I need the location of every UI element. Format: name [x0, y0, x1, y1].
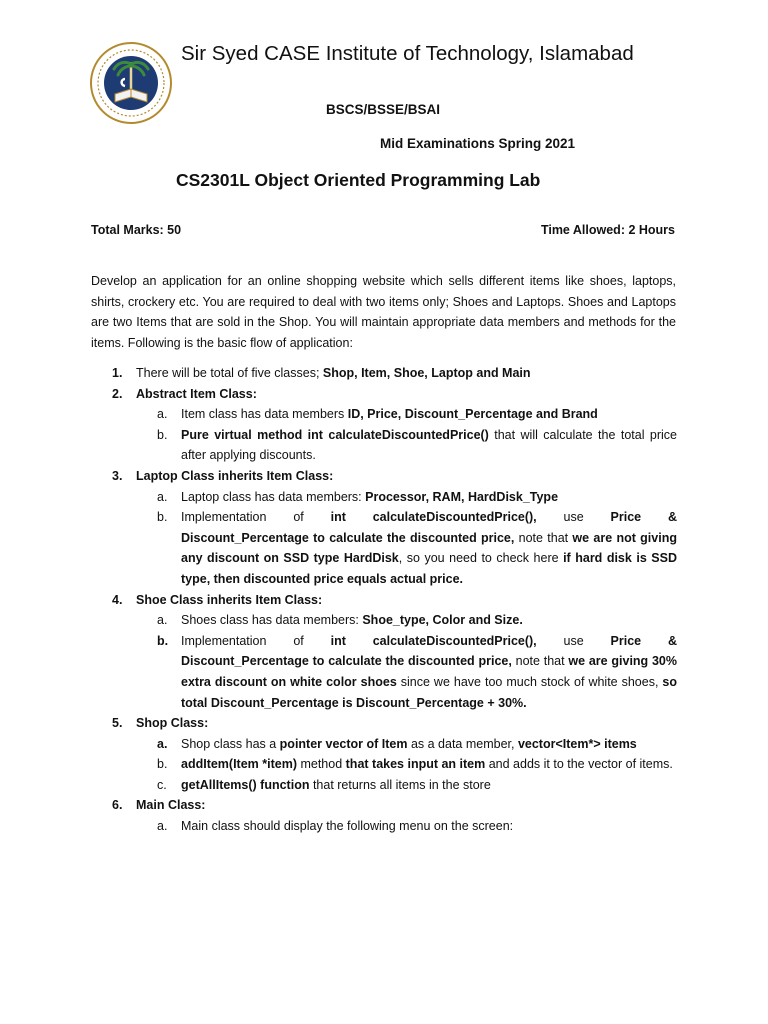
sub-text: Shoes class has data members:	[181, 613, 363, 628]
sub-letter: b.	[157, 427, 168, 442]
sub-letter: a.	[157, 736, 168, 751]
item-number: 1.	[112, 366, 123, 380]
sub-text: Item class has data members	[181, 407, 348, 422]
justified-line	[181, 631, 677, 652]
list-item	[112, 713, 676, 734]
sub-text-bold: Pure virtual method int calculateDiscountedPrice()	[181, 427, 489, 442]
sub-text: method	[297, 757, 346, 772]
sub-item	[157, 816, 677, 837]
item-title: Abstract Item Class:	[136, 386, 257, 401]
sub-item	[157, 425, 677, 466]
sub-text: of	[293, 633, 304, 648]
sub-text-bold: vector<Item*> items	[517, 736, 637, 751]
sub-text-bold: calculateDiscountedPrice(),	[372, 510, 537, 525]
sub-text: Main class should display the following menu on the screen:	[181, 819, 514, 834]
sub-text-bold: Discount_Percentage to calculate the discounted price,	[181, 530, 515, 545]
sub-text-bold: int	[330, 510, 346, 525]
requirements-list	[0, 363, 768, 837]
item-number: 2.	[112, 386, 123, 401]
sub-text: note that	[511, 654, 569, 669]
sub-letter: c.	[157, 777, 167, 792]
sub-letter: b.	[157, 510, 168, 525]
sub-text-bold: &	[667, 633, 677, 648]
sub-text-bold: getAllItems() function	[181, 777, 310, 792]
sub-text-bold: Processor, RAM, HardDisk_Type	[365, 489, 559, 504]
sub-text: Implementation	[181, 510, 267, 525]
sub-text: Laptop class has data members:	[181, 489, 366, 504]
item-number: 4.	[112, 592, 123, 607]
item-number: 5.	[112, 716, 123, 731]
sub-text-bold: pointer vector of Item	[279, 736, 408, 751]
sub-text-bold: if hard disk is SSD type, then discounted price equals actual price.	[181, 551, 677, 586]
time-allowed: Time Allowed: 2 Hours	[540, 223, 675, 237]
sub-text: use	[563, 510, 584, 525]
sub-letter: a.	[157, 489, 168, 504]
sub-text: use	[563, 633, 584, 648]
intro-paragraph: Develop an application for an online shopping website which sells different items like shoes, laptops, shirts, crockery etc. You are required to deal with two items only; Shoes and Laptops. Shoes and Laptops are two Items that are sold in the Shop. You will maintain appropriate data members and methods for the items. Following is the basic flow of application:	[91, 274, 676, 350]
list-item	[112, 795, 676, 816]
exam-heading: Mid Examinations Spring 2021	[380, 136, 576, 151]
list-item	[112, 466, 676, 487]
sub-item	[157, 610, 677, 631]
sub-text: that returns all items in the store	[309, 777, 491, 792]
sub-letter: a.	[157, 613, 168, 628]
total-marks: Total Marks: 50	[91, 223, 182, 237]
list-item	[112, 363, 676, 384]
sub-item	[157, 487, 677, 508]
list-item	[112, 590, 676, 611]
sub-text: , so you need to check here	[398, 551, 564, 566]
sub-item	[157, 775, 677, 796]
sub-text: note that	[514, 530, 573, 545]
sub-text-bold: Price	[610, 510, 642, 525]
sub-text-bold: we are not giving any discount on SSD type HardDisk	[181, 530, 677, 566]
sub-text: Implementation	[181, 633, 267, 648]
university-seal-icon	[90, 42, 172, 124]
list-item	[112, 384, 676, 405]
sub-text: of	[293, 510, 304, 525]
sub-item	[157, 631, 678, 713]
sub-text-bold: Discount_Percentage to calculate the discounted price,	[181, 654, 512, 669]
sub-text-bold: calculateDiscountedPrice(),	[372, 633, 537, 648]
sub-item	[157, 404, 677, 425]
justified-line	[181, 507, 677, 528]
sub-text-bold: &	[667, 510, 677, 525]
sub-text-bold: int	[330, 633, 346, 648]
sub-text-bold: we are giving 30% extra discount on white color shoes	[181, 654, 677, 689]
sub-text-bold: that takes input an item	[345, 757, 486, 772]
sub-text: and adds it to the vector of items.	[485, 757, 673, 772]
sub-item	[157, 754, 677, 775]
item-title: Laptop Class inherits Item Class:	[136, 468, 334, 483]
course-title: CS2301L Object Oriented Programming Lab	[176, 170, 541, 190]
sub-text-bold: addItem(Item *item)	[181, 757, 297, 772]
sub-text: that will calculate the total price after applying discounts.	[181, 427, 677, 463]
sub-text-bold: Shoe_type, Color and Size.	[362, 613, 523, 628]
sub-text: Shop class has a	[181, 736, 280, 751]
sub-letter: b.	[157, 757, 168, 772]
item-title: Shoe Class inherits Item Class:	[136, 592, 323, 607]
institute-title: Sir Syed CASE Institute of Technology, Islamabad	[181, 42, 634, 65]
item-text-bold: Shop, Item, Shoe, Laptop and Main	[322, 366, 531, 380]
sub-item	[157, 734, 677, 755]
item-title: Shop Class:	[136, 716, 209, 731]
sub-text-bold: ID, Price, Discount_Percentage and Brand	[347, 407, 598, 422]
item-title: Main Class:	[136, 798, 206, 813]
sub-text: as a data member,	[407, 736, 518, 751]
sub-text-bold: so total Discount_Percentage is Discount_Percentage + 30%.	[181, 674, 678, 710]
sub-text: since we have too much stock of white shoes,	[396, 674, 663, 689]
sub-letter: a.	[157, 407, 168, 422]
sub-text-bold: Price	[610, 633, 642, 648]
sub-item	[157, 507, 677, 589]
sub-letter: b.	[157, 633, 169, 648]
program-heading: BSCS/BSSE/BSAI	[326, 102, 441, 117]
item-number: 3.	[112, 468, 123, 483]
item-text: There will be total of five classes;	[136, 366, 323, 380]
sub-letter: a.	[157, 819, 168, 834]
item-number: 6.	[112, 798, 123, 813]
